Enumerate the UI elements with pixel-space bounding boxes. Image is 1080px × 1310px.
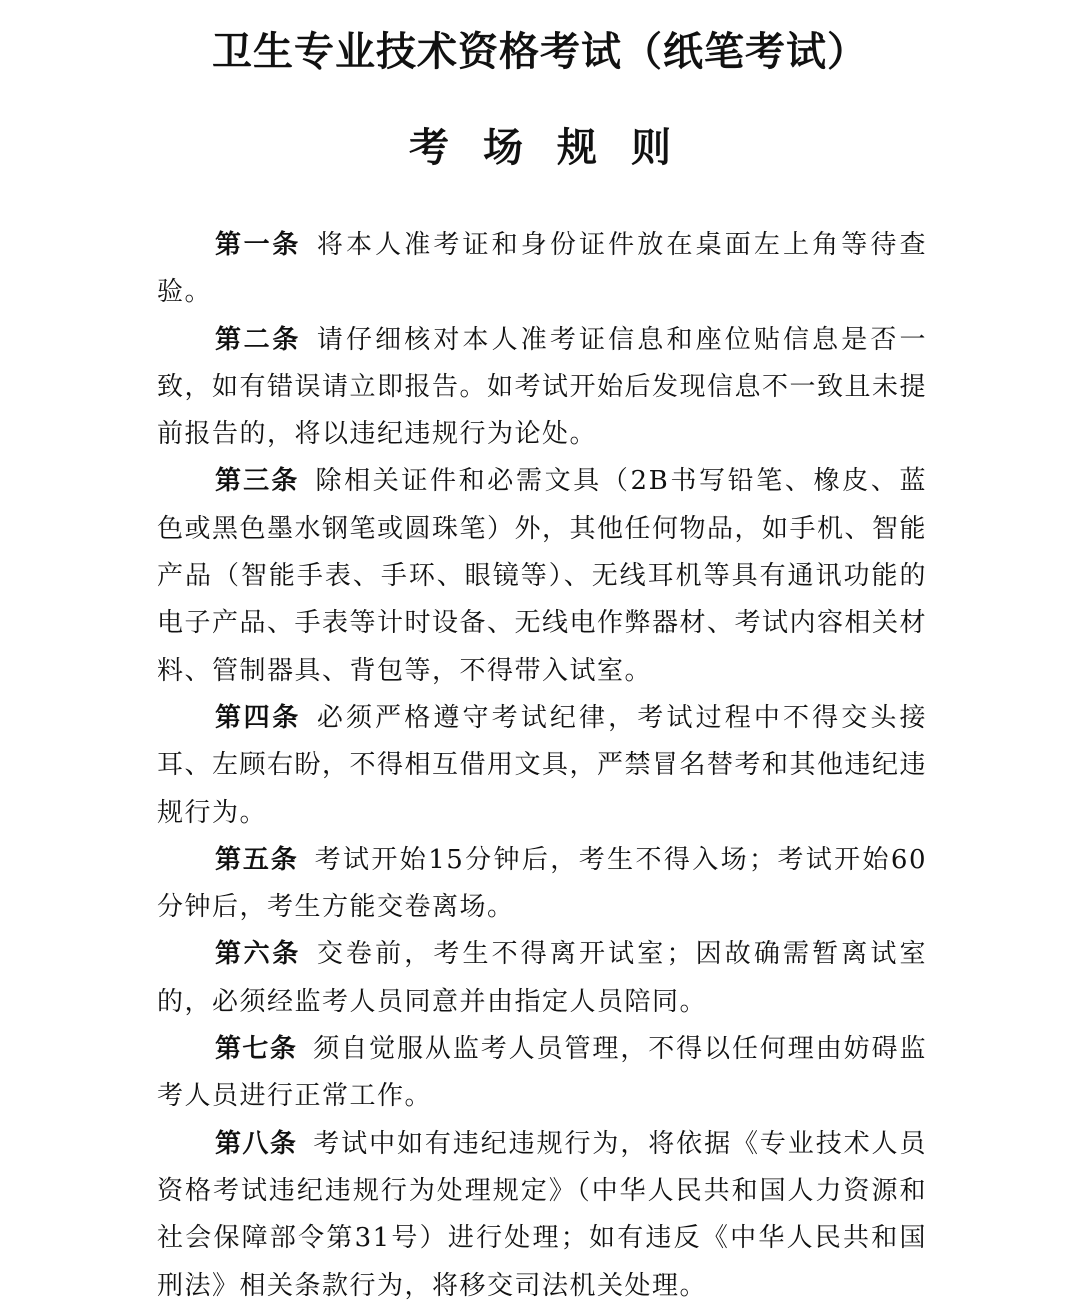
article-label: 第五条: [215, 844, 299, 875]
article-1: [157, 222, 927, 317]
article-label: 第六条: [215, 939, 301, 970]
article-4: [157, 695, 927, 837]
article-text: 考试中如有违纪违规行为，将依据《专业技术人员资格考试违纪违规行为处理规定》（中华人民共和国人力资源和社会保障部令第31号）进行处理；如有违反《中华人民共和国刑法》相关条款行为，将移交司法机关处理。: [157, 1128, 927, 1301]
document-subtitle: 考场规则: [409, 125, 705, 171]
article-3: [157, 458, 927, 694]
article-label: 第二条: [215, 324, 301, 355]
document-title: 卫生专业技术资格考试（纸笔考试）: [212, 29, 868, 75]
article-text: 须自觉服从监考人员管理，不得以任何理由妨碍监考人员进行正常工作。: [157, 1034, 927, 1112]
article-text: 将本人准考证和身份证件放在桌面左上角等待查验。: [157, 230, 927, 308]
article-7: [157, 1026, 927, 1121]
article-2: [157, 317, 927, 459]
article-label: 第八条: [215, 1128, 298, 1159]
article-label: 第三条: [215, 466, 300, 497]
article-6: [157, 931, 927, 1026]
article-text: 考试开始15分钟后，考生不得入场；考试开始60分钟后，考生方能交卷离场。: [157, 844, 927, 923]
article-8: [157, 1121, 927, 1310]
article-5: [157, 837, 927, 932]
article-label: 第七条: [215, 1034, 298, 1065]
article-label: 第四条: [215, 702, 301, 733]
article-text: 除相关证件和必需文具（2B书写铅笔、橡皮、蓝色或黑色墨水钢笔或圆珠笔）外，其他任何物品，如手机、智能产品（智能手表、手环、眼镜等）、无线耳机等具有通讯功能的电子产品、手表等计时设备、无线电作弊器材、考试内容相关材料、管制器具、背包等，不得带入试室。: [157, 466, 928, 686]
article-text: 交卷前，考生不得离开试室；因故确需暂离试室的，必须经监考人员同意并由指定人员陪同。: [157, 939, 927, 1017]
article-text: 请仔细核对本人准考证信息和座位贴信息是否一致，如有错误请立即报告。如考试开始后发现信息不一致且未提前报告的，将以违纪违规行为论处。: [157, 324, 928, 450]
article-text: 必须严格遵守考试纪律，考试过程中不得交头接耳、左顾右盼，不得相互借用文具，严禁冒名替考和其他违纪违规行为。: [157, 702, 928, 828]
article-label: 第一条: [215, 230, 301, 260]
rules-body: [157, 222, 927, 1310]
